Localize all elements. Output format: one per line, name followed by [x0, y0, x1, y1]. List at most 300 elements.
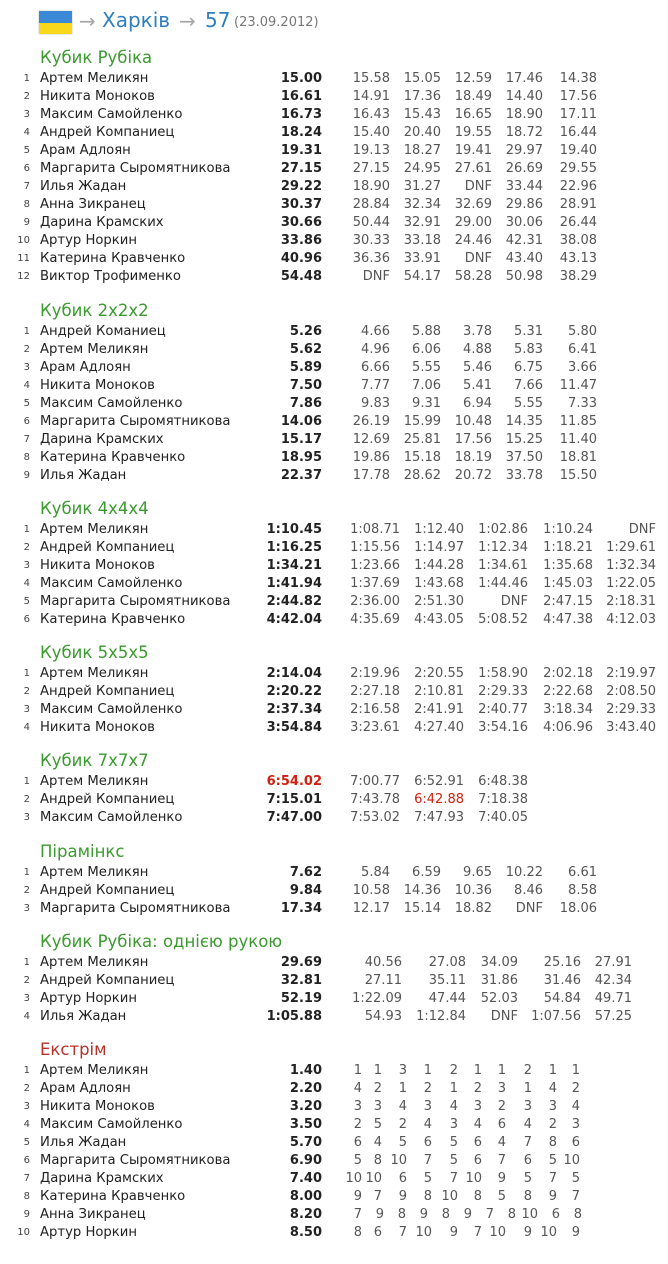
- competitor-name[interactable]: Артем Меликян: [40, 865, 149, 880]
- attempt-time: 10: [489, 1225, 506, 1240]
- attempt-time: 7: [497, 1153, 506, 1168]
- attempt-time: 2: [497, 1099, 506, 1114]
- attempt-time: 1: [523, 1081, 532, 1096]
- average-result: 6:54.02: [266, 774, 322, 789]
- result-row: [0, 1062, 668, 1080]
- attempt-time: 27.91: [594, 955, 632, 970]
- attempt-time: 6.61: [568, 865, 597, 880]
- attempt-time: 5: [423, 1171, 432, 1186]
- rank: 3: [23, 903, 30, 914]
- result-row: [0, 539, 668, 557]
- attempt-time: 1:37.69: [350, 576, 400, 591]
- attempt-time: 1:12.84: [416, 1009, 466, 1024]
- result-row: [0, 864, 668, 882]
- attempt-time: 1:10.24: [543, 522, 593, 537]
- attempt-time: 5:08.52: [478, 612, 528, 627]
- attempt-time: 3:54.16: [478, 720, 528, 735]
- attempt-time: 6:48.38: [478, 774, 528, 789]
- competitor-name[interactable]: Никита Моноков: [40, 89, 155, 104]
- competitor-name[interactable]: Никита Моноков: [40, 1099, 155, 1114]
- result-row: [0, 413, 668, 431]
- rank: 2: [23, 794, 30, 805]
- result-row: [0, 809, 668, 827]
- competitor-name[interactable]: Максим Самойленко: [40, 396, 183, 411]
- rank: 2: [23, 1083, 30, 1094]
- attempt-time: 1:23.66: [350, 558, 400, 573]
- result-row: [0, 178, 668, 196]
- attempt-time: 40.56: [364, 955, 402, 970]
- competitor-name[interactable]: Артем Меликян: [40, 342, 149, 357]
- attempt-time: 9.65: [463, 865, 492, 880]
- attempt-time: 3: [449, 1117, 458, 1132]
- breadcrumb-arrow-icon: →: [79, 9, 96, 33]
- result-row: [0, 773, 668, 791]
- attempt-time: 2:19.96: [350, 666, 400, 681]
- attempt-time: 18.90: [505, 107, 543, 122]
- attempt-time: 6.06: [412, 342, 441, 357]
- attempt-time: 8: [523, 1189, 532, 1204]
- attempt-time: 6: [497, 1117, 506, 1132]
- attempt-time: 11.40: [559, 432, 597, 447]
- attempt-time: 4: [473, 1117, 482, 1132]
- competitor-name[interactable]: Артем Меликян: [40, 1063, 149, 1078]
- competitor-name[interactable]: Маргарита Сыромятникова: [40, 414, 231, 429]
- competitor-name[interactable]: Виктор Трофименко: [40, 269, 181, 284]
- attempt-time: 2:16.58: [350, 702, 400, 717]
- ukraine-flag-icon: [39, 11, 72, 34]
- competitor-name[interactable]: Арам Адлоян: [40, 1081, 131, 1096]
- result-row: [0, 250, 668, 268]
- competitor-name[interactable]: Артур Норкин: [40, 991, 137, 1006]
- attempt-time: 8: [397, 1207, 406, 1222]
- attempt-time: 26.44: [559, 215, 597, 230]
- attempt-time: 17.78: [352, 468, 390, 483]
- attempt-time: 28.62: [403, 468, 441, 483]
- attempt-time: 2:41.91: [414, 702, 464, 717]
- attempt-time: 6: [571, 1135, 580, 1150]
- rank: 6: [23, 614, 30, 625]
- attempt-time: 43.13: [559, 251, 597, 266]
- result-row: [0, 575, 668, 593]
- attempt-time: 37.50: [505, 450, 543, 465]
- average-result: 8.50: [289, 1225, 322, 1240]
- attempt-time: 1:58.90: [478, 666, 528, 681]
- attempt-time: 10: [441, 1189, 458, 1204]
- competitor-name[interactable]: Катерина Кравченко: [40, 1189, 186, 1204]
- attempt-time: 7:43.78: [350, 792, 400, 807]
- attempt-time: 36.36: [352, 251, 390, 266]
- competitor-name[interactable]: Илья Жадан: [40, 468, 127, 483]
- result-row: [0, 611, 668, 629]
- rank: 10: [17, 235, 30, 246]
- attempt-time: 33.78: [505, 468, 543, 483]
- average-result: 14.06: [280, 414, 322, 429]
- attempt-time: 1: [548, 1063, 557, 1078]
- event-title: Кубик 7х7х7: [40, 751, 149, 770]
- rank: 4: [23, 127, 30, 138]
- result-row: [0, 1116, 668, 1134]
- attempt-time: 17.11: [559, 107, 597, 122]
- result-row: [0, 1134, 668, 1152]
- attempt-time: 1:44.28: [414, 558, 464, 573]
- average-result: 7:15.01: [266, 792, 322, 807]
- attempt-time: 10.58: [352, 883, 390, 898]
- rank: 9: [23, 470, 30, 481]
- competitor-name[interactable]: Анна Зикранец: [40, 1207, 146, 1222]
- competitor-name[interactable]: Андрей Компаниец: [40, 125, 175, 140]
- attempt-time: 15.18: [403, 450, 441, 465]
- rank: 9: [23, 1209, 30, 1220]
- competitor-name[interactable]: Дарина Крамских: [40, 215, 164, 230]
- rank: 6: [23, 1155, 30, 1166]
- rank: 7: [23, 434, 30, 445]
- competitor-name[interactable]: Дарина Крамских: [40, 1171, 164, 1186]
- attempt-time: 10: [415, 1225, 432, 1240]
- attempt-time: 4:06.96: [543, 720, 593, 735]
- result-row: [0, 359, 668, 377]
- rank: 1: [23, 73, 30, 84]
- attempt-time: 2: [353, 1117, 362, 1132]
- attempt-time: 9: [463, 1207, 472, 1222]
- attempt-time: 5: [449, 1135, 458, 1150]
- attempt-time: 9: [398, 1189, 407, 1204]
- attempt-time: 10: [540, 1225, 557, 1240]
- rank: 2: [23, 542, 30, 553]
- rank: 8: [23, 452, 30, 463]
- result-row: [0, 160, 668, 178]
- attempt-time: 7: [449, 1171, 458, 1186]
- result-row: [0, 683, 668, 701]
- attempt-time: 7.06: [412, 378, 441, 393]
- attempt-time: 3: [423, 1099, 432, 1114]
- rank: 1: [23, 1065, 30, 1076]
- city-link[interactable]: Харків: [102, 8, 171, 32]
- average-result: 5.89: [289, 360, 322, 375]
- attempt-time: 7: [373, 1189, 382, 1204]
- attempt-time: 42.34: [594, 973, 632, 988]
- average-result: 2:44.82: [266, 594, 322, 609]
- attempt-time: 2: [548, 1117, 557, 1132]
- attempt-time: 57.25: [594, 1009, 632, 1024]
- attempt-time: 3: [497, 1081, 506, 1096]
- attempt-time: 31.27: [403, 179, 441, 194]
- competitor-name[interactable]: Маргарита Сыромятникова: [40, 901, 231, 916]
- attempt-time: 6: [373, 1225, 382, 1240]
- result-row: [0, 990, 668, 1008]
- attempt-time: 19.13: [352, 143, 390, 158]
- competitor-name[interactable]: Артем Меликян: [40, 522, 149, 537]
- competitor-name[interactable]: Катерина Кравченко: [40, 450, 186, 465]
- competitor-name[interactable]: Андрей Компаниец: [40, 792, 175, 807]
- attempt-time: 5: [398, 1135, 407, 1150]
- attempt-time: 3: [373, 1099, 382, 1114]
- attempt-time: 7: [353, 1207, 362, 1222]
- competitor-name[interactable]: Никита Моноков: [40, 378, 155, 393]
- attempt-time: 8.46: [514, 883, 543, 898]
- rank: 3: [23, 1101, 30, 1112]
- average-result: 16.73: [280, 107, 322, 122]
- attempt-time: 2:02.18: [543, 666, 593, 681]
- attempt-time: 27.15: [352, 161, 390, 176]
- attempt-time: 31.46: [543, 973, 581, 988]
- attempt-time: 18.19: [454, 450, 492, 465]
- attempt-time: 1:34.61: [478, 558, 528, 573]
- attempt-time: 5: [353, 1153, 362, 1168]
- attempt-time: 8: [548, 1135, 557, 1150]
- competitor-name[interactable]: Максим Самойленко: [40, 702, 183, 717]
- attempt-time: 2:22.68: [543, 684, 593, 699]
- rank: 4: [23, 722, 30, 733]
- attempt-time: 7.33: [568, 396, 597, 411]
- attempt-time: 12.59: [454, 71, 492, 86]
- attempt-time: 8.58: [568, 883, 597, 898]
- rank: 3: [23, 109, 30, 120]
- attempt-time: 7: [571, 1189, 580, 1204]
- rank: 8: [23, 199, 30, 210]
- attempt-time: 2: [398, 1117, 407, 1132]
- attempt-time: 14.35: [505, 414, 543, 429]
- attempt-time: DNF: [515, 901, 543, 916]
- attempt-time: 2:47.15: [543, 594, 593, 609]
- average-result: 3:54.84: [266, 720, 322, 735]
- attempt-time: 54.84: [543, 991, 581, 1006]
- average-result: 2:20.22: [266, 684, 322, 699]
- attempt-time: 9: [353, 1189, 362, 1204]
- attempt-time: 8: [573, 1207, 582, 1222]
- attempt-time: 4: [423, 1117, 432, 1132]
- competitor-name[interactable]: Катерина Кравченко: [40, 251, 186, 266]
- event-title: Кубик Рубіка: однією рукою: [40, 932, 283, 951]
- average-result: 7.50: [289, 378, 322, 393]
- competitor-name[interactable]: Андрей Компаниец: [40, 684, 175, 699]
- rank: 8: [23, 1191, 30, 1202]
- attempt-time: 4:43.05: [414, 612, 464, 627]
- average-result: 1:10.45: [266, 522, 322, 537]
- competitor-name[interactable]: Артем Меликян: [40, 774, 149, 789]
- attempt-time: DNF: [628, 522, 656, 537]
- attempt-time: 35.11: [428, 973, 466, 988]
- rank: 4: [23, 578, 30, 589]
- attempt-time: DNF: [362, 269, 390, 284]
- result-row: [0, 593, 668, 611]
- attempt-time: 15.43: [403, 107, 441, 122]
- attempt-time: 4: [523, 1117, 532, 1132]
- result-row: [0, 124, 668, 142]
- competitor-name[interactable]: Максим Самойленко: [40, 810, 183, 825]
- attempt-time: 3.78: [463, 324, 492, 339]
- attempt-time: 3: [548, 1099, 557, 1114]
- attempt-time: 3: [571, 1117, 580, 1132]
- result-row: [0, 665, 668, 683]
- competitor-name[interactable]: Илья Жадан: [40, 1135, 127, 1150]
- rank: 1: [23, 524, 30, 535]
- attempt-time: 6: [473, 1153, 482, 1168]
- competition-date: (23.09.2012): [234, 15, 319, 30]
- attempt-time: 18.81: [559, 450, 597, 465]
- attempt-time: 1:18.21: [543, 540, 593, 555]
- attempt-time: 6.59: [412, 865, 441, 880]
- attempt-time: 5.55: [412, 360, 441, 375]
- attempt-time: 7.77: [361, 378, 390, 393]
- attempt-time: 50.44: [352, 215, 390, 230]
- average-result: 27.15: [280, 161, 322, 176]
- competitor-name[interactable]: Катерина Кравченко: [40, 612, 186, 627]
- attempt-time: 18.72: [505, 125, 543, 140]
- competitor-name[interactable]: Никита Моноков: [40, 558, 155, 573]
- attempt-time: 32.34: [403, 197, 441, 212]
- attempt-time: 2:29.33: [606, 702, 656, 717]
- attempt-time: 33.44: [505, 179, 543, 194]
- result-row: [0, 377, 668, 395]
- result-row: [0, 106, 668, 124]
- attempt-time: 38.08: [559, 233, 597, 248]
- attempt-time: 24.46: [454, 233, 492, 248]
- competitor-name[interactable]: Артем Меликян: [40, 71, 149, 86]
- competitor-name[interactable]: Илья Жадан: [40, 1009, 127, 1024]
- attempt-time: 3:18.34: [543, 702, 593, 717]
- result-row: [0, 395, 668, 413]
- attempt-time: 1:08.71: [350, 522, 400, 537]
- competitor-name[interactable]: Никита Моноков: [40, 720, 155, 735]
- competitor-name[interactable]: Анна Зикранец: [40, 197, 146, 212]
- attempt-time: 3:43.40: [606, 720, 656, 735]
- competitor-name[interactable]: Артем Меликян: [40, 955, 149, 970]
- attempt-time: 32.91: [403, 215, 441, 230]
- attempt-time: 4:35.69: [350, 612, 400, 627]
- attempt-time: 5: [571, 1171, 580, 1186]
- attempt-time: 4: [571, 1099, 580, 1114]
- attempt-time: 8: [423, 1189, 432, 1204]
- attempt-time: 1:07.56: [531, 1009, 581, 1024]
- attempt-time: 16.43: [352, 107, 390, 122]
- competitor-name[interactable]: Андрей Компаниец: [40, 883, 175, 898]
- attempt-time: 8: [441, 1207, 450, 1222]
- competitor-name[interactable]: Артем Меликян: [40, 666, 149, 681]
- competitor-name[interactable]: Андрей Компаниец: [40, 973, 175, 988]
- attempt-time: 1:12.34: [478, 540, 528, 555]
- attempt-time: 20.40: [403, 125, 441, 140]
- attempt-time: 8: [373, 1153, 382, 1168]
- average-result: 40.96: [280, 251, 322, 266]
- competitor-name[interactable]: Максим Самойленко: [40, 107, 183, 122]
- attempt-time: 5.84: [361, 865, 390, 880]
- attempt-time: 9: [571, 1225, 580, 1240]
- attempt-time: 2:27.18: [350, 684, 400, 699]
- attempt-time: 4:12.03: [606, 612, 656, 627]
- average-result: 3.50: [289, 1117, 322, 1132]
- attempt-time: 2:51.30: [414, 594, 464, 609]
- attempt-time: 9: [375, 1207, 384, 1222]
- attempt-time: 15.58: [352, 71, 390, 86]
- result-row: [0, 1098, 668, 1116]
- attempt-time: 1: [473, 1063, 482, 1078]
- attempt-time: 4: [398, 1099, 407, 1114]
- attempt-time: 9: [523, 1225, 532, 1240]
- attempt-time: 8: [473, 1189, 482, 1204]
- attempt-time: 14.91: [352, 89, 390, 104]
- result-row: [0, 467, 668, 485]
- attempt-time: 11.47: [559, 378, 597, 393]
- average-result: 7.86: [289, 396, 322, 411]
- event-title: Кубик 2х2х2: [40, 301, 149, 320]
- attempt-time: 15.99: [403, 414, 441, 429]
- competitor-name[interactable]: Максим Самойленко: [40, 1117, 183, 1132]
- competitor-name[interactable]: Андрей Компаниец: [40, 540, 175, 555]
- competitor-name[interactable]: Маргарита Сыромятникова: [40, 1153, 231, 1168]
- average-result: 17.34: [280, 901, 322, 916]
- average-result: 8.00: [289, 1189, 322, 1204]
- competitor-name[interactable]: Артур Норкин: [40, 233, 137, 248]
- rank: 1: [23, 326, 30, 337]
- attempt-time: 4.88: [463, 342, 492, 357]
- competitor-name[interactable]: Арам Адлоян: [40, 143, 131, 158]
- attempt-time: 7: [473, 1225, 482, 1240]
- attempt-time: 9: [497, 1171, 506, 1186]
- attempt-time: 29.00: [454, 215, 492, 230]
- attempt-time: 10.48: [454, 414, 492, 429]
- competitor-name[interactable]: Маргарита Сыромятникова: [40, 161, 231, 176]
- attempt-time: 4:47.38: [543, 612, 593, 627]
- attempt-time: 54.93: [364, 1009, 402, 1024]
- attempt-time: 17.46: [505, 71, 543, 86]
- competitor-name[interactable]: Маргарита Сыромятникова: [40, 594, 231, 609]
- competitor-name[interactable]: Арам Адлоян: [40, 360, 131, 375]
- competitor-name[interactable]: Максим Самойленко: [40, 576, 183, 591]
- attempt-time: 6: [353, 1135, 362, 1150]
- average-result: 1.40: [289, 1063, 322, 1078]
- rank: 2: [23, 686, 30, 697]
- attempt-time: 1:32.34: [606, 558, 656, 573]
- attempt-time: 9: [548, 1189, 557, 1204]
- rank: 1: [23, 668, 30, 679]
- rank: 1: [23, 867, 30, 878]
- attempt-time: 7:00.77: [350, 774, 400, 789]
- average-result: 7.62: [289, 865, 322, 880]
- attempt-time: 2:10.81: [414, 684, 464, 699]
- attempt-time: 6: [523, 1153, 532, 1168]
- attempt-time: 10: [563, 1153, 580, 1168]
- attempt-time: 17.36: [403, 89, 441, 104]
- attempt-time: 9: [419, 1207, 428, 1222]
- rank: 3: [23, 362, 30, 373]
- attempt-time: 14.40: [505, 89, 543, 104]
- attempt-time: 47.44: [428, 991, 466, 1006]
- attempt-time: 3: [353, 1099, 362, 1114]
- competition-number-link[interactable]: 57: [205, 8, 231, 32]
- attempt-time: 2:40.77: [478, 702, 528, 717]
- attempt-time: 7:53.02: [350, 810, 400, 825]
- attempt-time: 1:02.86: [478, 522, 528, 537]
- competitor-name[interactable]: Илья Жадан: [40, 179, 127, 194]
- attempt-time: 5: [449, 1153, 458, 1168]
- competitor-name[interactable]: Андрей Команиец: [40, 324, 166, 339]
- attempt-time: 58.28: [454, 269, 492, 284]
- attempt-time: 29.97: [505, 143, 543, 158]
- average-result: 5.26: [289, 324, 322, 339]
- competitor-name[interactable]: Дарина Крамских: [40, 432, 164, 447]
- average-result: 15.00: [280, 71, 322, 86]
- result-row: [0, 557, 668, 575]
- attempt-time: 10: [345, 1171, 362, 1186]
- attempt-time: 3: [473, 1099, 482, 1114]
- average-result: 8.20: [289, 1207, 322, 1222]
- attempt-time: 17.56: [559, 89, 597, 104]
- attempt-time: 33.18: [403, 233, 441, 248]
- average-result: 9.84: [289, 883, 322, 898]
- competitor-name[interactable]: Артур Норкин: [40, 1225, 137, 1240]
- attempt-time: 18.27: [403, 143, 441, 158]
- attempt-time: 17.56: [454, 432, 492, 447]
